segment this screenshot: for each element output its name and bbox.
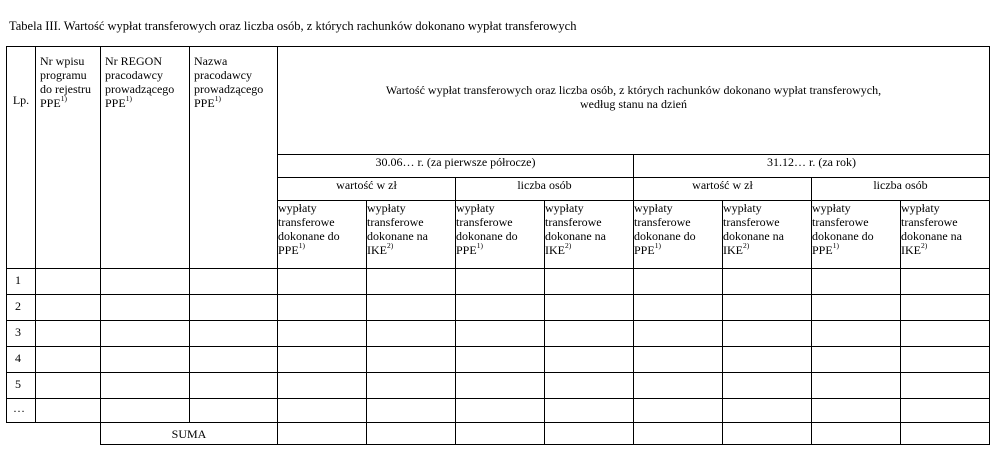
- table-cell[interactable]: [812, 347, 901, 373]
- table-cell[interactable]: [634, 399, 723, 423]
- sum-cell[interactable]: [812, 423, 901, 445]
- table-cell[interactable]: [367, 399, 456, 423]
- table-cell[interactable]: [278, 321, 367, 347]
- table-cell[interactable]: [812, 399, 901, 423]
- sum-cell[interactable]: [278, 423, 367, 445]
- row-number: 2: [7, 295, 36, 321]
- table-cell[interactable]: [101, 347, 190, 373]
- table-cell[interactable]: [723, 373, 812, 399]
- header-regon: Nr REGON pracodawcy prowadzącego PPE$^{1)}$: [101, 47, 190, 269]
- table-caption: Tabela III. Wartość wypłat transferowych oraz liczba osób, z których rachunków dokonano wypłat transferowych: [9, 19, 577, 33]
- table-cell[interactable]: [36, 269, 101, 295]
- table-row: [7, 295, 990, 321]
- header-type-ike: wypłaty transferowe dokonane na IKE$^{2)}$: [367, 201, 456, 269]
- table-cell[interactable]: [723, 399, 812, 423]
- table-cell[interactable]: [190, 399, 278, 423]
- table-cell[interactable]: [545, 295, 634, 321]
- table-cell[interactable]: [901, 269, 990, 295]
- sum-label: SUMA: [101, 423, 278, 445]
- table-cell[interactable]: [456, 269, 545, 295]
- table-cell[interactable]: [634, 321, 723, 347]
- header-nr-wpisu: Nr wpisu programu do rejestru PPE$^{1)}$: [36, 47, 101, 269]
- table-cell[interactable]: [456, 321, 545, 347]
- table-cell[interactable]: [36, 373, 101, 399]
- table-cell[interactable]: [367, 295, 456, 321]
- header-count-h1: liczba osób: [456, 178, 634, 201]
- table-cell[interactable]: [367, 373, 456, 399]
- table-cell[interactable]: [545, 399, 634, 423]
- table-cell[interactable]: [723, 321, 812, 347]
- table-cell[interactable]: [545, 269, 634, 295]
- table-cell[interactable]: [545, 321, 634, 347]
- table-cell[interactable]: [190, 321, 278, 347]
- table-cell[interactable]: [901, 347, 990, 373]
- header-type-ppe: wypłaty transferowe dokonane do PPE$^{1)}$: [456, 201, 545, 269]
- header-count-y: liczba osób: [812, 178, 990, 201]
- table-cell[interactable]: [278, 399, 367, 423]
- row-number: 5: [7, 373, 36, 399]
- table-cell[interactable]: [812, 295, 901, 321]
- table-cell[interactable]: [36, 295, 101, 321]
- header-main-line1: Wartość wypłat transferowych oraz liczba osób, z których rachunków dokonano wypłat transferowych,: [385, 82, 882, 97]
- header-type-ike: wypłaty transferowe dokonane na IKE$^{2)}$: [901, 201, 990, 269]
- table-cell[interactable]: [278, 269, 367, 295]
- table-cell[interactable]: [634, 373, 723, 399]
- header-main-line2: według stanu na dzień: [580, 96, 687, 111]
- sum-blank-cell: [7, 423, 36, 445]
- header-type-ike: wypłaty transferowe dokonane na IKE$^{2)}$: [545, 201, 634, 269]
- table-cell[interactable]: [456, 295, 545, 321]
- sum-blank-cell: [36, 423, 101, 445]
- header-nazwa: Nazwa pracodawcy prowadzącego PPE$^{1)}$: [190, 47, 278, 269]
- table-cell[interactable]: [190, 373, 278, 399]
- table-cell[interactable]: [101, 373, 190, 399]
- table-cell[interactable]: [190, 347, 278, 373]
- table-cell[interactable]: [456, 347, 545, 373]
- table-cell[interactable]: [278, 373, 367, 399]
- table-cell[interactable]: [545, 373, 634, 399]
- table-cell[interactable]: [101, 295, 190, 321]
- table-cell[interactable]: [901, 321, 990, 347]
- sum-cell[interactable]: [545, 423, 634, 445]
- sum-row: [7, 423, 990, 445]
- table-cell[interactable]: [812, 373, 901, 399]
- table-cell[interactable]: [812, 269, 901, 295]
- header-period-half-year: 30.06… r. (za pierwsze półrocze): [278, 155, 634, 178]
- header-lp: Lp.: [7, 47, 36, 269]
- table-cell[interactable]: [634, 295, 723, 321]
- header-type-ppe: wypłaty transferowe dokonane do PPE$^{1)}$: [278, 201, 367, 269]
- table-cell[interactable]: [101, 321, 190, 347]
- header-type-ike: wypłaty transferowe dokonane na IKE$^{2)}$: [723, 201, 812, 269]
- header-value-y: wartość w zł: [634, 178, 812, 201]
- header-main: [278, 47, 990, 155]
- table-cell[interactable]: [723, 269, 812, 295]
- table-row: [7, 373, 990, 399]
- table-cell[interactable]: [723, 295, 812, 321]
- transfer-payments-table: [6, 46, 990, 445]
- sum-cell[interactable]: [456, 423, 545, 445]
- table-cell[interactable]: [545, 347, 634, 373]
- table-cell[interactable]: [812, 321, 901, 347]
- header-row-top: [7, 47, 990, 155]
- sum-cell[interactable]: [723, 423, 812, 445]
- row-number: 3: [7, 321, 36, 347]
- row-number: 4: [7, 347, 36, 373]
- sum-cell[interactable]: [901, 423, 990, 445]
- table-cell[interactable]: [901, 373, 990, 399]
- table-cell[interactable]: [901, 399, 990, 423]
- table-cell[interactable]: [367, 269, 456, 295]
- table-cell[interactable]: [723, 347, 812, 373]
- table-cell[interactable]: [901, 295, 990, 321]
- table-cell[interactable]: [456, 399, 545, 423]
- table-row: [7, 321, 990, 347]
- row-number: 1: [7, 269, 36, 295]
- table-cell[interactable]: [190, 269, 278, 295]
- table-cell[interactable]: [36, 399, 101, 423]
- header-type-ppe: wypłaty transferowe dokonane do PPE$^{1)}$: [812, 201, 901, 269]
- table-cell[interactable]: [278, 347, 367, 373]
- table-row: [7, 347, 990, 373]
- sum-cell[interactable]: [367, 423, 456, 445]
- table-cell[interactable]: [634, 347, 723, 373]
- table-cell[interactable]: [101, 269, 190, 295]
- table-cell[interactable]: [456, 373, 545, 399]
- table-row: [7, 399, 990, 423]
- data-rows: [7, 269, 990, 423]
- table-cell[interactable]: [278, 295, 367, 321]
- header-type-ppe: wypłaty transferowe dokonane do PPE$^{1)}$: [634, 201, 723, 269]
- table-row: [7, 269, 990, 295]
- table-cell[interactable]: [101, 399, 190, 423]
- table-cell[interactable]: [367, 321, 456, 347]
- row-number: …: [7, 399, 36, 423]
- table-cell[interactable]: [36, 321, 101, 347]
- table-cell[interactable]: [634, 269, 723, 295]
- table-cell[interactable]: [367, 347, 456, 373]
- sum-cell[interactable]: [634, 423, 723, 445]
- header-value-h1: wartość w zł: [278, 178, 456, 201]
- table-cell[interactable]: [36, 347, 101, 373]
- header-period-year: 31.12… r. (za rok): [634, 155, 990, 178]
- table-cell[interactable]: [190, 295, 278, 321]
